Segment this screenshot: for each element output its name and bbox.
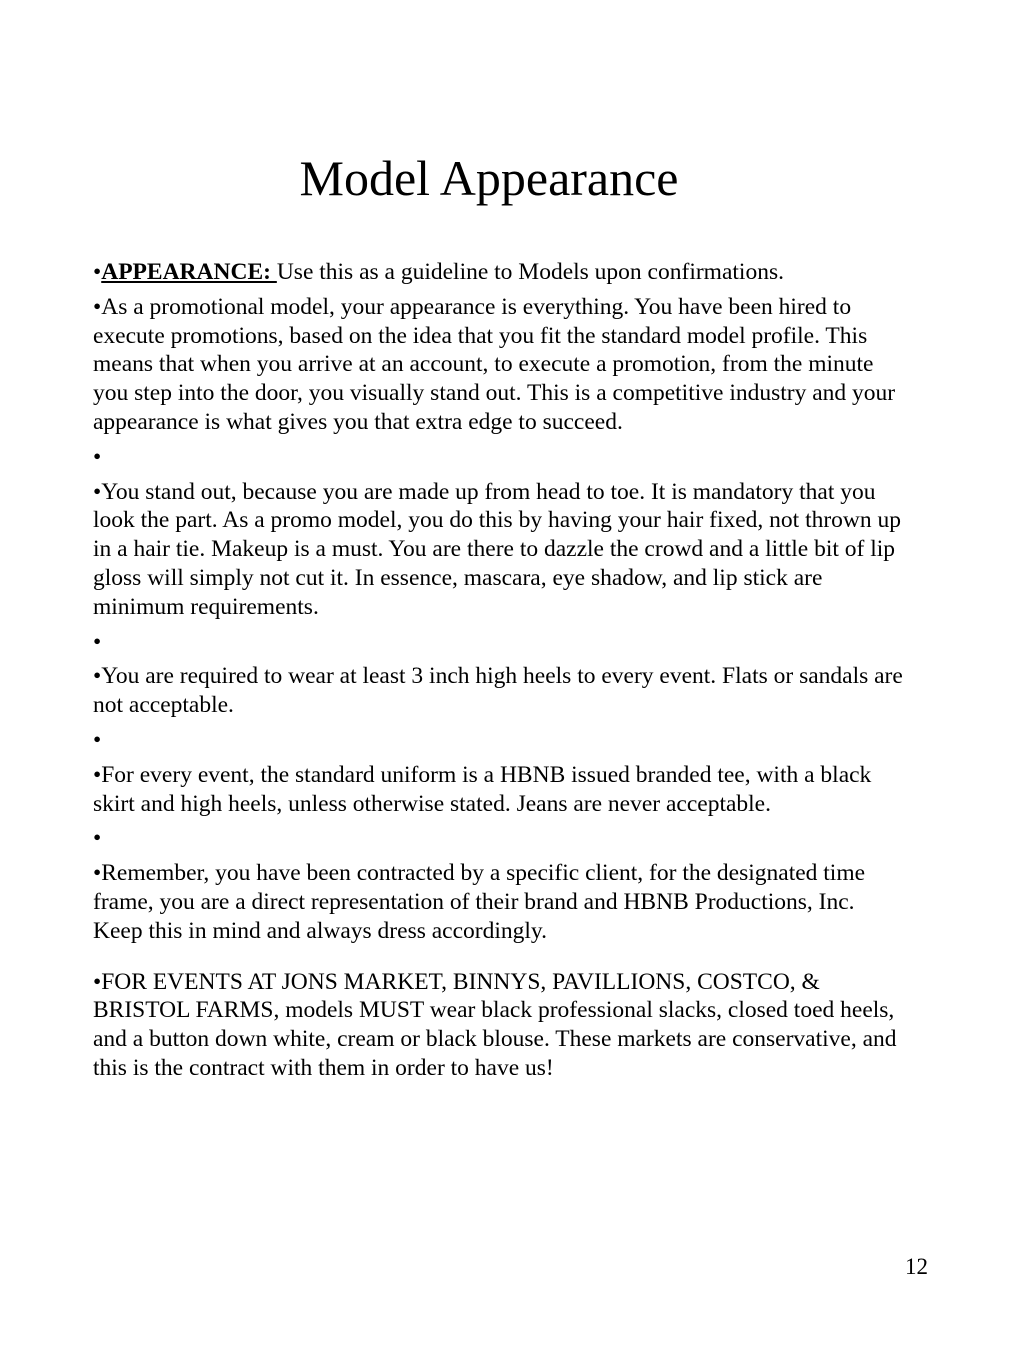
intro-paragraph bbox=[93, 258, 908, 287]
paragraph-text: You are required to wear at least 3 inch high heels to every event. Flats or sandals are not acceptable. bbox=[93, 663, 903, 719]
empty-bullet bbox=[93, 726, 908, 755]
paragraph-markets bbox=[93, 968, 908, 1083]
bullet: • bbox=[93, 443, 102, 470]
paragraph-uniform bbox=[93, 761, 908, 819]
bullet: • bbox=[93, 825, 102, 852]
intro-text: Use this as a guideline to Models upon confirmations. bbox=[276, 259, 784, 285]
paragraph-text: Remember, you have been contracted by a specific client, for the designated time frame, you are a direct representation of their brand and HBNB Productions, Inc. Keep this in mind and always dress accordingly. bbox=[93, 860, 866, 944]
bullet: • bbox=[93, 293, 102, 320]
body-content bbox=[93, 258, 908, 1089]
page-number: 12 bbox=[905, 1254, 928, 1279]
paragraph-text: As a promotional model, your appearance is everything. You have been hired to execute promotions, based on the idea that you fit the standard model profile. This means that when you arrive at an account, to execute a promotion, from the minute you step into the door, you visually stand out. This is a competitive industry and your appearance is what gives you that extra edge to succeed. bbox=[93, 293, 896, 435]
paragraph-makeup bbox=[93, 478, 908, 622]
bullet: • bbox=[93, 663, 102, 690]
bullet: • bbox=[93, 726, 102, 753]
empty-bullet bbox=[93, 443, 908, 472]
page-title: Model Appearance bbox=[299, 150, 679, 206]
paragraph-text: You stand out, because you are made up from head to toe. It is mandatory that you look the part. As a promo model, you do this by having your hair fixed, not thrown up in a hair tie. Makeup is a must. You are there to dazzle the crowd and a little bit of lip gloss will simply not cut it. In essence, mascara, eye shadow, and lip stick are minimum requirements. bbox=[93, 478, 902, 620]
bullet: • bbox=[93, 259, 102, 285]
empty-bullet bbox=[93, 628, 908, 657]
bullet: • bbox=[93, 860, 102, 887]
appearance-label: APPEARANCE: bbox=[101, 259, 277, 285]
paragraph-heels bbox=[93, 662, 908, 720]
empty-bullet bbox=[93, 824, 908, 853]
paragraph-client bbox=[93, 859, 908, 945]
paragraph-text: For every event, the standard uniform is a HBNB issued branded tee, with a black skirt and high heels, unless otherwise stated. Jeans are never acceptable. bbox=[93, 761, 872, 817]
paragraph-text: FOR EVENTS AT JONS MARKET, BINNYS, PAVILLIONS, COSTCO, & BRISTOL FARMS, models MUST wear black professional slacks, closed toed heels, and a button down white, cream or black blouse. These markets are conservative, and this is the contract with them in order to have us! bbox=[93, 968, 897, 1081]
paragraph-appearance bbox=[93, 293, 908, 437]
bullet: • bbox=[93, 761, 102, 788]
bullet: • bbox=[93, 628, 102, 655]
bullet: • bbox=[93, 478, 102, 505]
bullet: • bbox=[93, 968, 102, 995]
